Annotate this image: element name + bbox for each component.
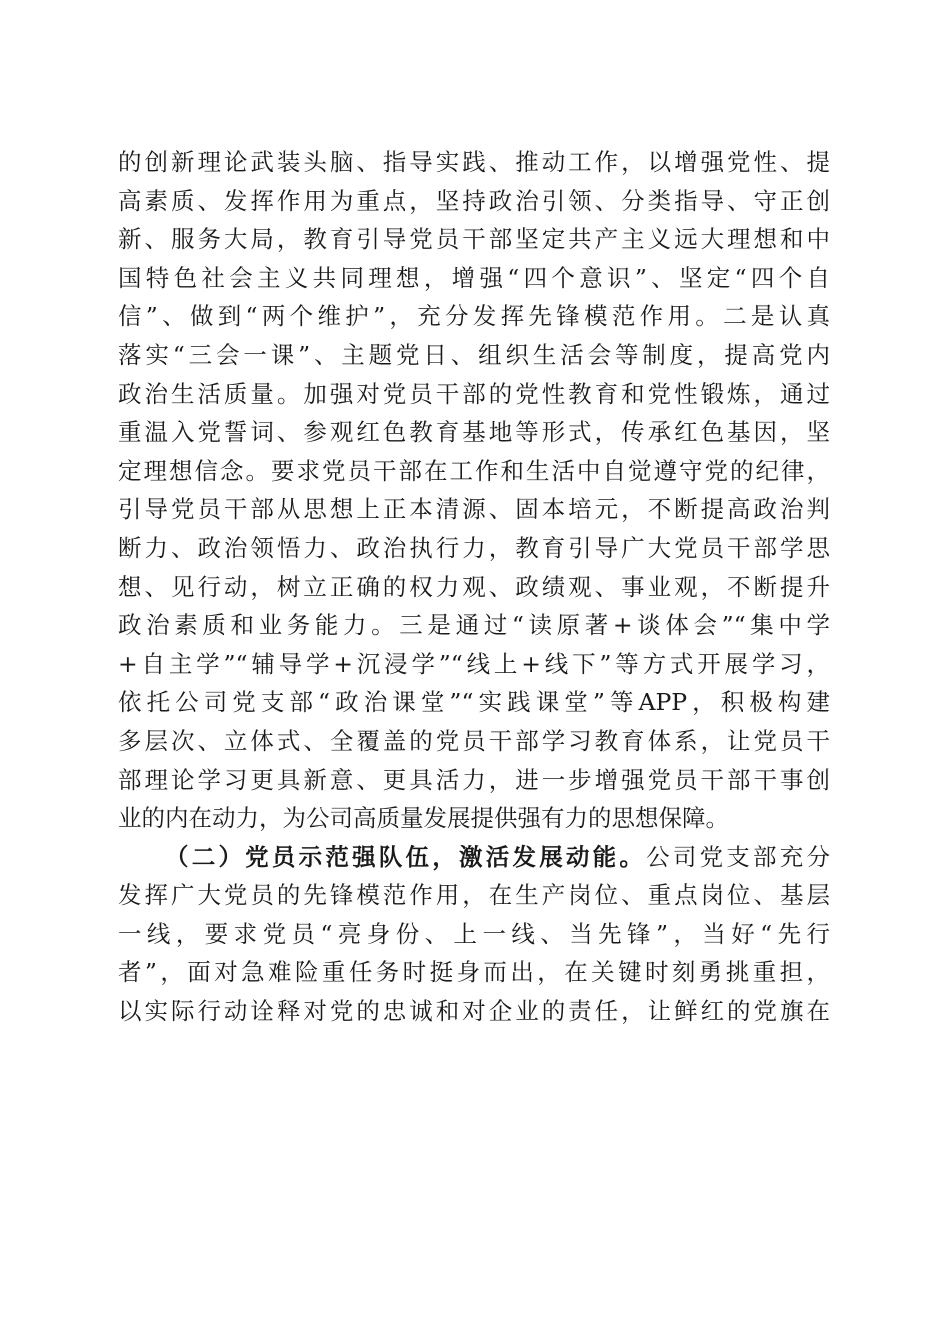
paragraph-line: +自主学”“辅导学+沉浸学”“线上+线下”等方式开展学习，	[118, 649, 830, 678]
section-2-heading: （二）党员示范强队伍，激活发展动能。	[165, 842, 647, 871]
paragraph-line: 引导党员干部从思想上正本清源、固本培元，不断提高政治判	[118, 495, 830, 524]
paragraph-line: 信”、做到“两个维护”，充分发挥先锋模范作用。二是认真	[118, 302, 830, 331]
paragraph-line: 高素质、发挥作用为重点，坚持政治引领、分类指导、守正创	[118, 186, 830, 215]
paragraph-line: 落实“三会一课”、主题党日、组织生活会等制度，提高党内	[118, 340, 830, 369]
paragraph-line: 者”，面对急难险重任务时挺身而出，在关键时刻勇挑重担，	[118, 958, 830, 987]
paragraph-line: 国特色社会主义共同理想，增强“四个意识”、坚定“四个自	[118, 263, 830, 292]
paragraph-line: 一线，要求党员“亮身份、上一线、当先锋”，当好“先行	[118, 919, 830, 948]
paragraph-line: 政治生活质量。加强对党员干部的党性教育和党性锻炼，通过	[118, 379, 830, 408]
paragraph-line: 多层次、立体式、全覆盖的党员干部学习教育体系，让党员干	[118, 726, 830, 755]
paragraph-line: 依托公司党支部“政治课堂”“实践课堂”等APP，积极构建	[118, 688, 830, 717]
paragraph-line: 想、见行动，树立正确的权力观、政绩观、事业观，不断提升	[118, 572, 830, 601]
paragraph-line: 重温入党誓词、参观红色教育基地等形式，传承红色基因，坚	[118, 418, 830, 447]
paragraph-line: 业的内在动力，为公司高质量发展提供强有力的思想保障。	[118, 804, 729, 833]
paragraph-line: 断力、政治领悟力、政治执行力，教育引导广大党员干部学思	[118, 533, 830, 562]
paragraph-line: 新、服务大局，教育引导党员干部坚定共产主义远大理想和中	[118, 225, 830, 254]
paragraph-line: 部理论学习更具新意、更具活力，进一步增强党员干部干事创	[118, 765, 830, 794]
paragraph-line: 定理想信念。要求党员干部在工作和生活中自觉遵守党的纪律，	[118, 456, 830, 485]
paragraph-line: 以实际行动诠释对党的忠诚和对企业的责任，让鲜红的党旗在	[118, 997, 830, 1026]
section-2-first-line	[118, 838, 830, 877]
document-body	[118, 143, 830, 1031]
paragraph-line: 政治素质和业务能力。三是通过“读原著+谈体会”“集中学	[118, 611, 830, 640]
paragraph-line: 的创新理论武装头脑、指导实践、推动工作，以增强党性、提	[118, 148, 830, 176]
section-2-first-line-text: 公司党支部充分	[646, 842, 830, 871]
paragraph-line: 发挥广大党员的先锋模范作用，在生产岗位、重点岗位、基层	[118, 881, 830, 910]
